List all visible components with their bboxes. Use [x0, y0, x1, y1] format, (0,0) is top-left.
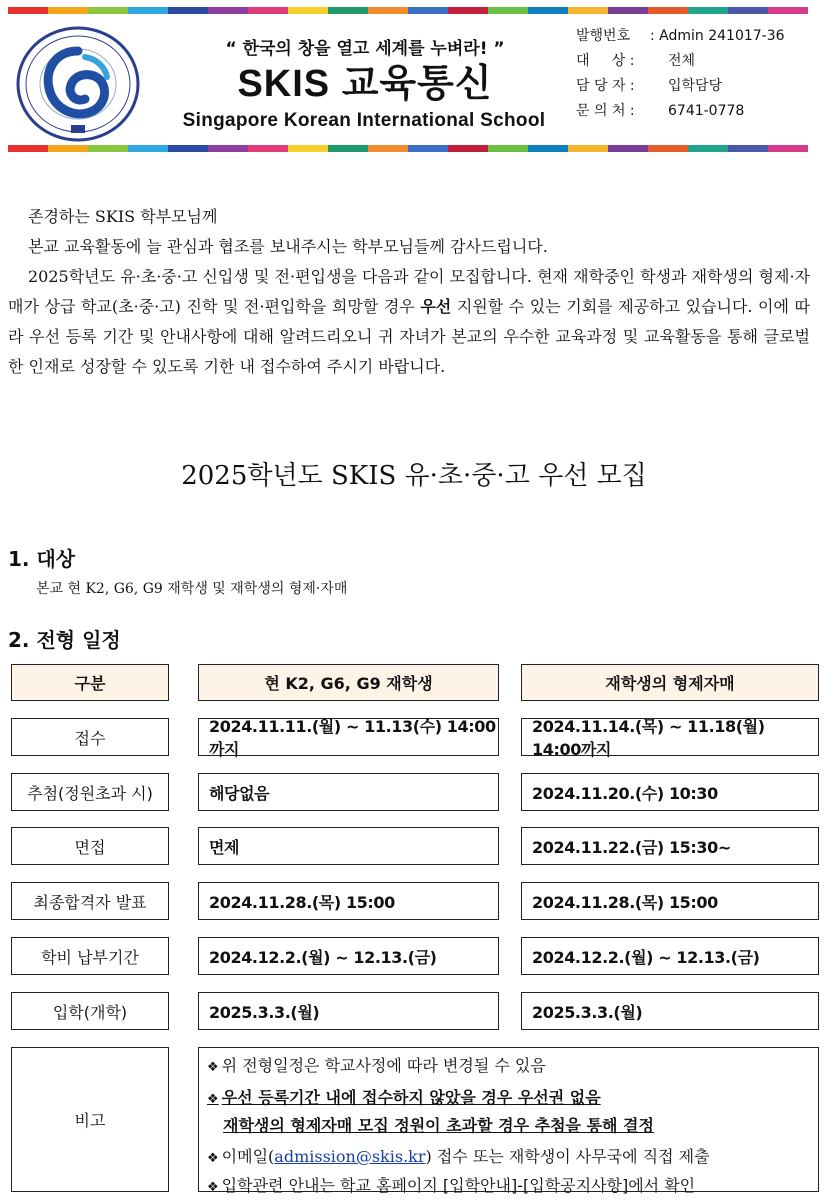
stripe-segment: [368, 145, 408, 152]
stripe-segment: [328, 7, 368, 14]
school-name-english: Singapore Korean International School: [182, 110, 546, 131]
stripe-segment: [728, 7, 768, 14]
stripe-segment: [568, 145, 608, 152]
stripe-segment: [608, 145, 648, 152]
publication-meta: [576, 24, 785, 124]
stripe-segment: [208, 7, 248, 14]
table-header-siblings: 재학생의 형제자매: [521, 664, 819, 701]
schedule-cell-current: 해당없음: [198, 773, 499, 811]
schedule-cell-current: 2024.11.28.(목) 15:00: [198, 882, 499, 920]
stripe-segment: [528, 7, 568, 14]
schedule-row-label: 입학(개학): [11, 992, 169, 1030]
stripe-segment: [88, 7, 128, 14]
stripe-segment: [568, 7, 608, 14]
note-item-emphasis: ❖ 우선 등록기간 내에 접수하지 않았을 경우 우선권 없음 재학생의 형제자매 모집 정원이 초과할 경우 추첨을 통해 결정: [207, 1088, 654, 1135]
schedule-cell-current: 2024.11.11.(월) ~ 11.13(수) 14:00까지: [198, 718, 499, 756]
diamond-bullet-icon: ❖: [207, 1092, 219, 1107]
notes-box: [198, 1047, 819, 1195]
schedule-cell-sibling: 2024.11.14.(목) ~ 11.18(월) 14:00까지: [521, 718, 819, 756]
schedule-cell-current: 2025.3.3.(월): [198, 992, 499, 1030]
newsletter-title: SKIS 교육통신: [237, 63, 493, 105]
header-bottom-stripe: [8, 145, 808, 152]
stripe-segment: [448, 145, 488, 152]
stripe-segment: [248, 7, 288, 14]
stripe-segment: [648, 7, 688, 14]
diamond-bullet-icon: ❖: [207, 1180, 219, 1195]
stripe-segment: [648, 145, 688, 152]
schedule-row-label: 접수: [11, 718, 169, 756]
diamond-bullet-icon: ❖: [207, 1060, 219, 1075]
priority-bold-text: 우선: [420, 297, 452, 316]
stripe-segment: [48, 145, 88, 152]
stripe-segment: [168, 7, 208, 14]
schedule-row-label: 학비 납부기간: [11, 937, 169, 975]
stripe-segment: [288, 145, 328, 152]
header-top-stripe: [8, 7, 808, 14]
meta-row-phone: 문 의 처 : 6741-0778: [576, 103, 745, 119]
document-title: 2025학년도 SKIS 유·초·중·고 우선 모집: [181, 461, 647, 491]
letter-body: [8, 202, 810, 382]
stripe-segment: [408, 145, 448, 152]
stripe-segment: [408, 7, 448, 14]
schedule-row-label: 최종합격자 발표: [11, 882, 169, 920]
note-item-email: ❖ 이메일(admission@skis.kr) 접수 또는 재학생이 사무국에 직접 제출: [207, 1147, 710, 1166]
stripe-segment: [688, 7, 728, 14]
main-paragraph: 2025학년도 유·초·중·고 신입생 및 전·편입생을 다음과 같이 모집합니다. 현재 재학중인 학생과 재학생의 형제·자매가 상급 학교(초·중·고) 진학 및 전·편입학을 희망할 경우 우선 지원할 수 있는 기회를 제공하고 있습니다. 이에 따라 우선 등록 기간 및 안내사항에 대해 알려드리오니 귀 자녀가 본교의 우수한 교육과정 및 교육활동을 통해 글로벌한 인재로 성장할 수 있도록 기한 내 접수하여 주시기 바랍니다.: [8, 267, 810, 376]
meta-row-contact-person: 담 당 자 : 입학담당: [576, 78, 723, 94]
stripe-segment: [488, 145, 528, 152]
stripe-segment: [128, 7, 168, 14]
section-heading-target: 1. 대상: [8, 547, 76, 571]
stripe-segment: [208, 145, 248, 152]
stripe-segment: [288, 7, 328, 14]
stripe-segment: [88, 145, 128, 152]
thanks-paragraph: 본교 교육활동에 늘 관심과 협조를 보내주시는 학부모님들께 감사드립니다.: [28, 237, 548, 256]
schedule-row-label: 추첨(정원초과 시): [11, 773, 169, 811]
note-item: ❖ 입학관련 안내는 학교 홈페이지 [입학안내]-[입학공지사항]에서 확인: [207, 1176, 696, 1195]
header-slogan: “ 한국의 창을 열고 세계를 누벼라! ”: [225, 39, 505, 59]
section-heading-schedule: 2. 전형 일정: [8, 628, 121, 652]
schedule-cell-sibling: 2024.11.22.(금) 15:30~: [521, 827, 819, 865]
stripe-segment: [48, 7, 88, 14]
table-header-category: 구분: [11, 664, 169, 701]
stripe-segment: [728, 145, 768, 152]
schedule-cell-sibling: 2024.12.2.(월) ~ 12.13.(금): [521, 937, 819, 975]
meta-row-audience: 대 상 : 전체: [576, 53, 696, 69]
notes-label: 비고: [11, 1047, 169, 1192]
schedule-cell-current: 면제: [198, 827, 499, 865]
admission-email-link[interactable]: admission@skis.kr: [274, 1147, 426, 1166]
stripe-segment: [608, 7, 648, 14]
stripe-segment: [768, 7, 808, 14]
stripe-segment: [488, 7, 528, 14]
table-header-current-students: 현 K2, G6, G9 재학생: [198, 664, 499, 701]
stripe-segment: [768, 145, 808, 152]
stripe-segment: [448, 7, 488, 14]
schedule-cell-current: 2024.12.2.(월) ~ 12.13.(금): [198, 937, 499, 975]
stripe-segment: [248, 145, 288, 152]
note-item: ❖ 위 전형일정은 학교사정에 따라 변경될 수 있음: [207, 1056, 546, 1075]
target-description: 본교 현 K2, G6, G9 재학생 및 재학생의 형제·자매: [36, 581, 348, 597]
diamond-bullet-icon: ❖: [207, 1151, 219, 1166]
schedule-cell-sibling: 2024.11.20.(수) 10:30: [521, 773, 819, 811]
meta-row-issue-number: 발행번호 : Admin 241017-36: [576, 28, 785, 44]
schedule-row-label: 면접: [11, 827, 169, 865]
stripe-segment: [128, 145, 168, 152]
stripe-segment: [368, 7, 408, 14]
stripe-segment: [168, 145, 208, 152]
stripe-segment: [8, 145, 48, 152]
stripe-segment: [688, 145, 728, 152]
stripe-segment: [328, 145, 368, 152]
stripe-segment: [8, 7, 48, 14]
schedule-cell-sibling: 2025.3.3.(월): [521, 992, 819, 1030]
schedule-cell-sibling: 2024.11.28.(목) 15:00: [521, 882, 819, 920]
school-logo: [15, 25, 141, 143]
greeting: 존경하는 SKIS 학부모님께: [28, 207, 218, 226]
stripe-segment: [528, 145, 568, 152]
